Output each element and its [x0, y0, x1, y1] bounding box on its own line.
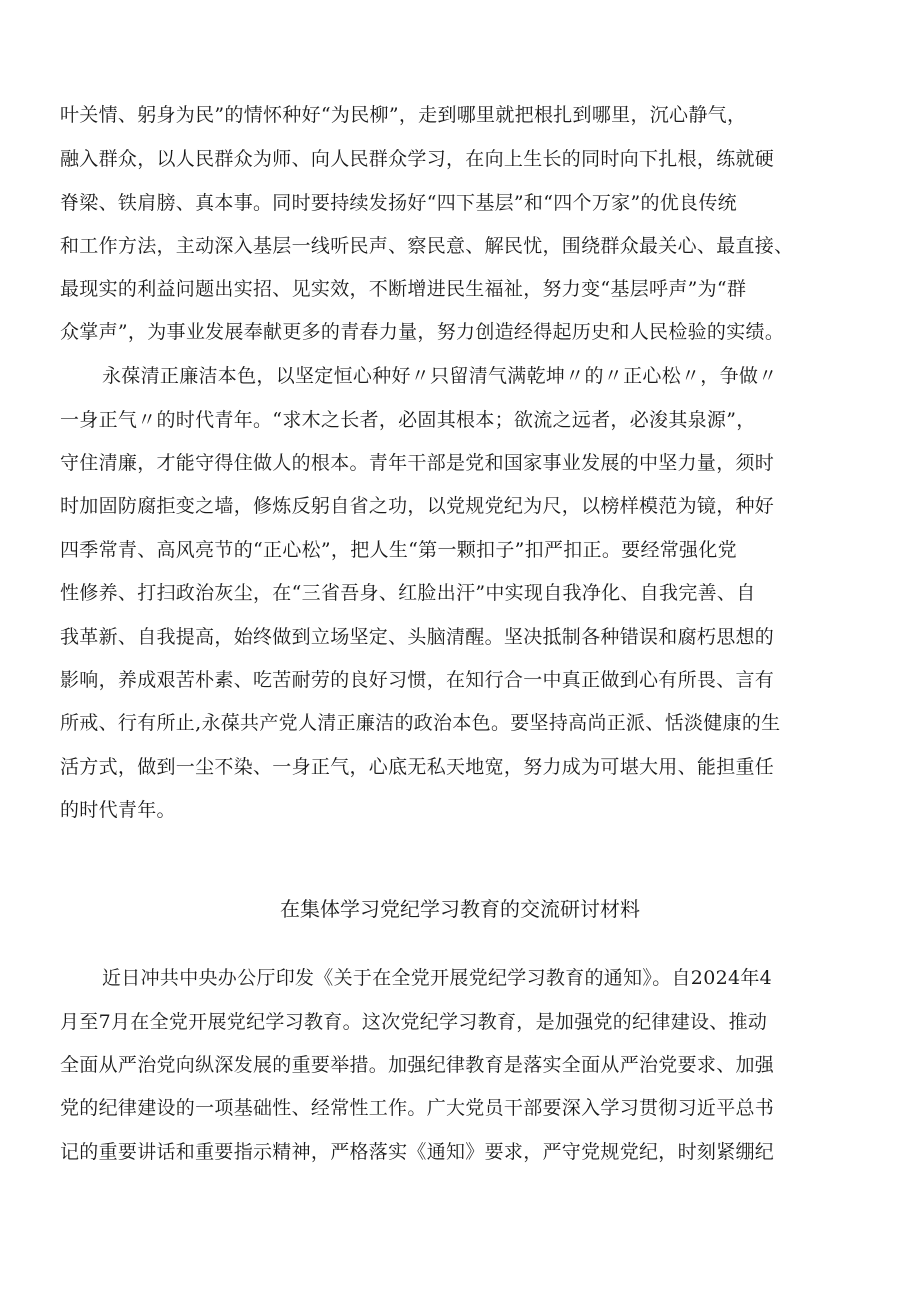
section-heading: 在集体学习党纪学习教育的交流研讨材料: [280, 897, 640, 921]
paragraph-line: 叶关情、躬身为民”的情怀种好“为民柳”，走到哪里就把根扎到哪里，沉心静气，: [60, 104, 747, 126]
paragraph-line: 时加固防腐拒变之墙，修炼反躬自省之功，以党规党纪为尺，以榜样模范为镜，种好: [60, 495, 775, 517]
paragraph-line: 最现实的利益问题出实招、见实效，不断增进民生福祉，努力变“基层呼声”为“群: [60, 278, 747, 300]
paragraph-line: 永葆清正廉洁本色，以坚定恒心种好〃只留清气满乾坤〃的〃正心松〃，争做〃: [102, 365, 778, 387]
paragraph-line: 脊梁、铁肩膀、真本事。同时要持续发扬好“四下基层”和“四个万家”的优良传统: [60, 192, 737, 214]
paragraph-line: 月至7月在全党开展党纪学习教育。这次党纪学习教育，是加强党的纪律建设、推动: [60, 1011, 768, 1033]
paragraph-line: 活方式，做到一尘不染、一身正气，心底无私天地宽，努力成为可堪大用、能担重任: [60, 756, 775, 778]
paragraph-line: 所戒、行有所止,永葆共产党人清正廉洁的政治本色。要坚持高尚正派、恬淡健康的生: [60, 712, 781, 734]
paragraph-line: 的时代青年。: [60, 799, 176, 821]
paragraph-line: 守住清廉，才能守得住做人的根本。青年干部是党和国家事业发展的中坚力量，须时: [60, 452, 775, 474]
paragraph-line: 一身正气〃的时代青年。“求木之长者，必固其根本；欲流之远者，必浚其泉源”，: [60, 409, 756, 431]
paragraph-line: 全面从严治党向纵深发展的重要举措。加强纪律教育是落实全面从严治党要求、加强: [60, 1054, 775, 1076]
paragraph-line: 性修养、打扫政治灰尘，在“三省吾身、红脸出汗”中实现自我净化、自我完善、自: [60, 582, 756, 604]
paragraph-line: 四季常青、高风亮节的“正心松”，把人生“第一颗扣子”扣严扣正。要经常强化党: [60, 539, 737, 561]
paragraph-line: 和工作方法，主动深入基层一线听民声、察民意、解民忧，围绕群众最关心、最直接、: [60, 235, 794, 257]
paragraph-line: 近日冲共中央办公厅印发《关于在全党开展党纪学习教育的通知》。自2024年4: [102, 967, 773, 989]
paragraph-line: 融入群众，以人民群众为师、向人民群众学习，在向上生长的同时向下扎根，练就硬: [60, 148, 775, 170]
paragraph-line: 我革新、自我提高，始终做到立场坚定、头脑清醒。坚决抵制各种错误和腐朽思想的: [60, 626, 775, 648]
paragraph-line: 党的纪律建设的一项基础性、经常性工作。广大党员干部要深入学习贯彻习近平总书: [60, 1097, 775, 1119]
paragraph-line: 众掌声”，为事业发展奉献更多的青春力量，努力创造经得起历史和人民检验的实绩。: [60, 321, 785, 343]
paragraph-line: 记的重要讲话和重要指示精神，严格落实《通知》要求，严守党规党纪，时刻紧绷纪: [60, 1141, 775, 1163]
paragraph-line: 影响，养成艰苦朴素、吃苦耐劳的良好习惯，在知行合一中真正做到心有所畏、言有: [60, 669, 775, 691]
